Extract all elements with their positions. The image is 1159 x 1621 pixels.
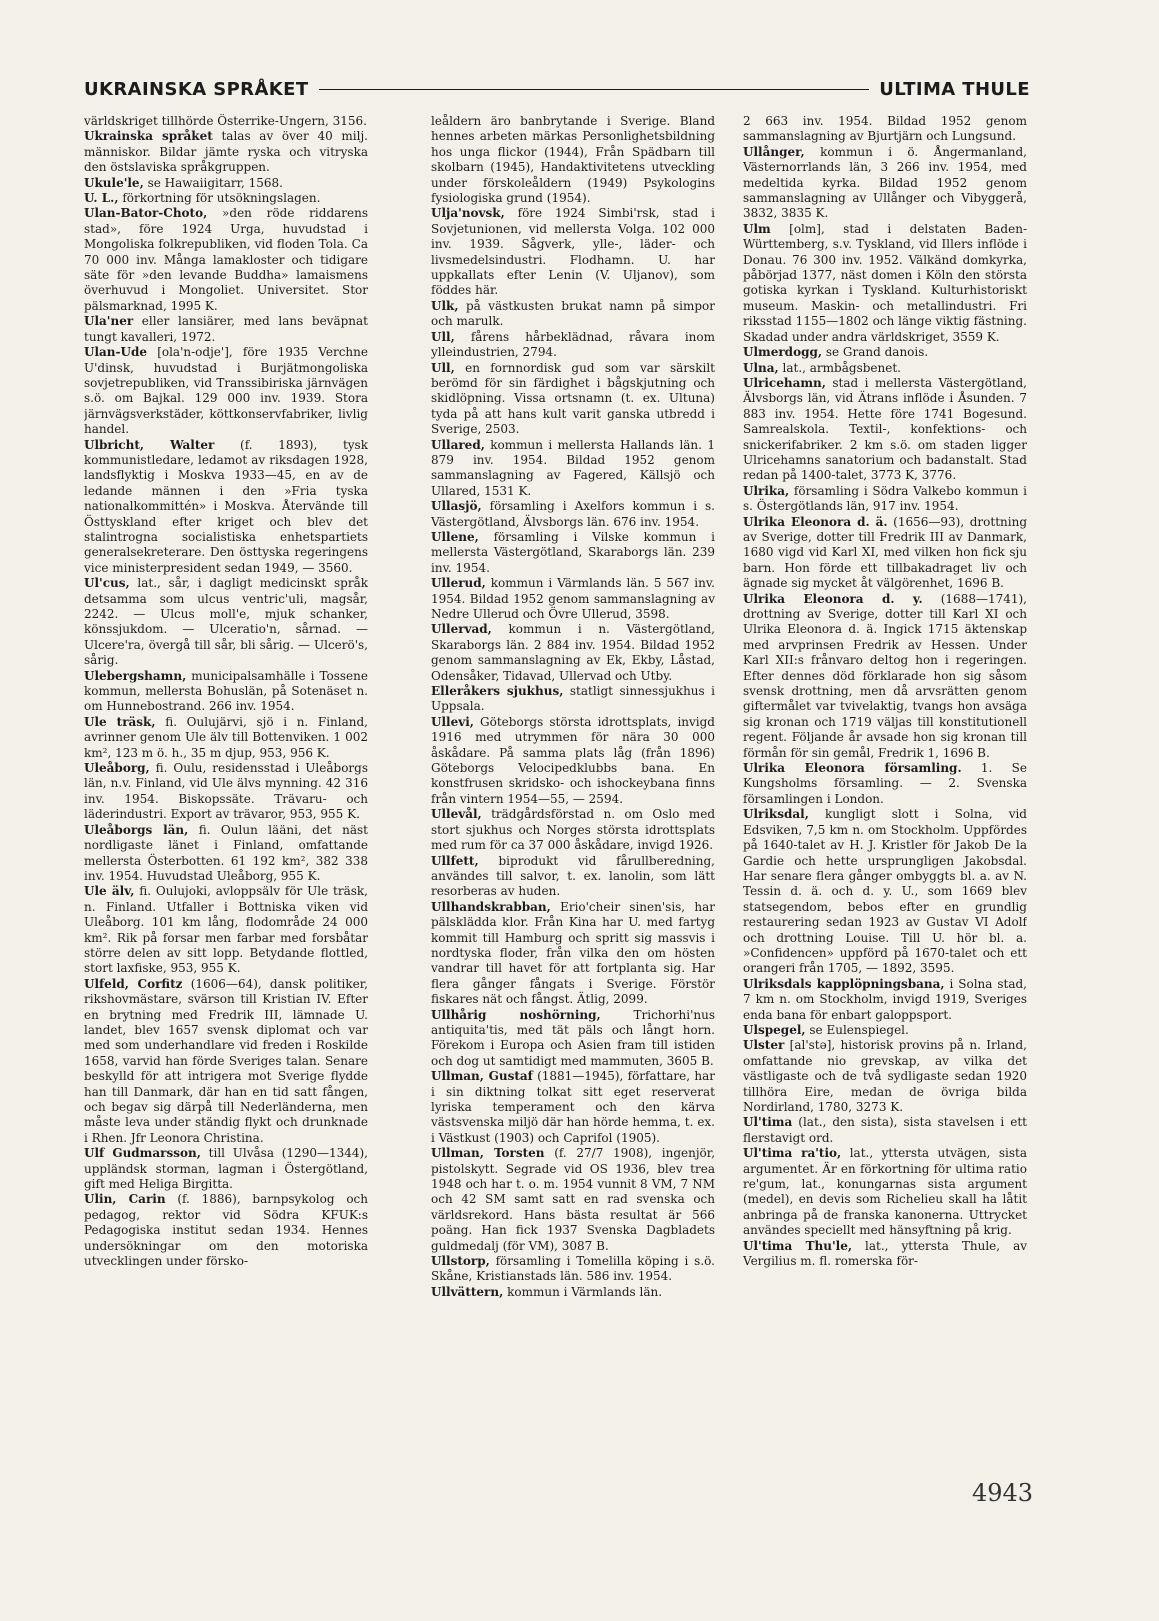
dictionary-entry <box>743 114 1027 145</box>
entry-text: trädgårdsförstad n. om Oslo med stort sjukhus och Norges största idrottsplats med rum för ca 37 000 åskådare, invigd 1926. <box>431 807 715 853</box>
dictionary-entry <box>84 669 368 715</box>
entry-headword: Ulrika, <box>743 483 790 498</box>
entry-text: till Ulvåsa (1290—1344), uppländsk storman, lagman i Östergötland, gift med Heliga Birgitta. <box>84 1146 368 1192</box>
dictionary-entry <box>84 761 368 823</box>
dictionary-entry <box>84 176 368 191</box>
entry-text: fi. Oulujoki, avloppsälv för Ule träsk, n. Finland. Utfaller i Bottniska viken vid Uleåborg. 101 km lång, flodområde 24 000 km². Rik på forsar men farbar med forsbåtar större delen av sitt lopp. Betydande flottled, stort laxfiske, 953, 955 K. <box>84 884 368 976</box>
entry-text: kommun i Värmlands län. <box>503 1284 663 1299</box>
entry-headword: Ullevål, <box>431 807 482 822</box>
entry-headword: Ull, <box>431 329 455 344</box>
entry-headword: Ulja'novsk, <box>431 206 505 221</box>
dictionary-entry <box>743 222 1027 345</box>
entry-text: lat., yttersta utvägen, sista argumentet. Är en förkortning för ultima ratio re'gum, lat., konungarnas sista argument (medel), en devis som Richelieu skall ha låtit anbringa på de franska kanonerna. Uttrycket användes speciellt med hänsyftning på krig. <box>743 1146 1027 1238</box>
entry-headword: Ullfett, <box>431 853 479 868</box>
entry-headword: Ul'tima <box>743 1115 793 1130</box>
dictionary-entry <box>84 114 368 129</box>
dictionary-entry <box>431 1069 715 1146</box>
entry-headword: Ulster <box>743 1038 785 1053</box>
entry-headword: Ull, <box>431 360 455 375</box>
entry-headword: Ulan-Bator-Choto, <box>84 206 208 221</box>
dictionary-entry <box>431 1008 715 1070</box>
entry-headword: Ul'tima ra'tio, <box>743 1146 842 1161</box>
dictionary-entry <box>431 499 715 530</box>
entry-text: (1688—1741), drottning av Sverige, dotter till Karl XI och Ulrika Eleonora d. ä. Ingick 1715 äktenskap med arvprinsen Fredrik av Hessen. Under Karl XII:s frånvaro deltog hon i regeringen. Efter dennes död förklarade hon sig såsom svensk drottning, men då arvsrätten genom giftermålet var tvivelaktig, tvangs hon avsäga sig kronan och 1719 väljas till konstitutionell regent. Följande år avsade hon sig kronan till förmån för sin gemål, Fredrik 1, 1696 B. <box>743 591 1027 760</box>
entry-headword: Ule träsk, <box>84 714 156 729</box>
entry-headword: Ullene, <box>431 529 479 544</box>
dictionary-entry <box>743 1023 1027 1038</box>
entry-text: stad i mellersta Västergötland, Älvsborgs län, vid Ätrans inflöde i Åsunden. 7 883 inv. 1954. Hette före 1741 Bogesund. Samrealskola. Textil-, konfektions- och snickerifabriker. 2 km s.ö. om staden ligger Ulricehamns sanatorium och badanstalt. Stad redan på 1400-talet, 3773 K, 3776. <box>743 375 1027 483</box>
entry-text: lat., sår, i dagligt medicinskt språk detsamma som ulcus ventric'uli, magsår, 2242. — Ulcus moll'e, mjuk schanker, könssjukdom. — Ulceratio'n, sårnad. — Ulcere'ra, övergå till sår, bli sårig. — Ulcerö's, sårig. <box>84 576 368 668</box>
entry-headword: Ulan-Ude <box>84 345 147 360</box>
entry-headword: Ullhårig noshörning, <box>431 1007 601 1022</box>
dictionary-entry <box>431 299 715 330</box>
entry-headword: Ulriksdal, <box>743 807 809 822</box>
dictionary-entry <box>84 129 368 175</box>
dictionary-entry <box>431 206 715 298</box>
entry-headword: Ulmerdogg, <box>743 345 823 360</box>
dictionary-entry <box>84 884 368 976</box>
dictionary-entry <box>431 715 715 807</box>
entry-text: förkortning för utsökningslagen. <box>118 191 321 206</box>
entry-text: 2 663 inv. 1954. Bildad 1952 genom sammanslagning av Bjurtjärn och Lungsund. <box>743 114 1027 144</box>
entry-headword: Ula'ner <box>84 314 134 329</box>
entry-text: församling i Vilske kommun i mellersta Västergötland, Skaraborgs län. 239 inv. 1954. <box>431 529 715 575</box>
entry-headword: Ulf Gudmarsson, <box>84 1146 201 1161</box>
dictionary-entry <box>743 807 1027 976</box>
dictionary-entry <box>743 345 1027 360</box>
dictionary-entry <box>84 438 368 577</box>
entry-text: församling i Södra Valkebo kommun i s. Östergötlands län, 917 inv. 1954. <box>743 483 1027 514</box>
dictionary-entry <box>743 484 1027 515</box>
entry-text: fi. Oulun lääni, det näst nordligaste länet i Finland, omfattande mellersta Österbotten. 61 192 km², 382 338 inv. 1954. Huvudstad Uleåborg, 955 K. <box>84 822 368 883</box>
entry-text: fi. Oulu, residensstad i Uleåborgs län, n.v. Finland, vid Ule älvs mynning. 42 316 inv. 1954. Biskopssäte. Trävaru- och läderindustri. Export av trävaror, 953, 955 K. <box>84 761 368 822</box>
entry-headword: Ullared, <box>431 437 485 452</box>
dictionary-entry <box>84 191 368 206</box>
dictionary-entry <box>84 345 368 437</box>
dictionary-entry <box>743 592 1027 761</box>
entry-headword: Uleåborg, <box>84 761 150 776</box>
dictionary-entry <box>743 145 1027 222</box>
dictionary-entry <box>431 684 715 715</box>
entry-text: (f. 27/7 1908), ingenjör, pistolskytt. Segrade vid OS 1936, blev trea 1948 och har t. o. m. 1954 vunnit 8 VM, 7 NM och 42 SM samt satt en rad svenska och världsrekord. Hans bästa resultat är 566 poäng. Han fick 1937 Svenska Dagbladets guldmedalj (för VM), 3087 B. <box>431 1146 715 1253</box>
entry-text: [olm], stad i delstaten Baden-Württemberg, s.v. Tyskland, vid Illers inflöde i Donau. 76 300 inv. 1952. Välkänd domkyrka, påbörjad 1377, näst domen i Köln den största gotiska kyrkan i Tyskland. Kulturhistoriskt museum. Maskin- och metallindustri. Fri riksstad 1155—1802 och länge viktig fästning. Skadad under andra världskriget, 3559 K. <box>743 221 1027 344</box>
dictionary-entry <box>431 576 715 622</box>
entry-text: (f. 1893), tysk kommunistledare, ledamot av riksdagen 1928, landsflyktig i Moskva 1933—45, en av de ledande männen i den »Fria tyska nationalkommittén» i Moskva. Återvände till Östtyskland efter kriget och blev det stalintrogna socialistiska enhetspartiets generalsekreterare. Den östtyska regeringens vice ministerpresident sedan 1949, — 3560. <box>84 437 368 575</box>
dictionary-entry <box>431 807 715 853</box>
entry-text: eller lansiärer, med lans beväpnat tungt kavalleri, 1972. <box>84 314 368 344</box>
entry-text: municipalsamhälle i Tossene kommun, mellersta Bohuslän, på Sotenäset n. om Hunnebostrand. 266 inv. 1954. <box>84 668 368 714</box>
dictionary-entry <box>84 977 368 1146</box>
entry-headword: Ulk, <box>431 298 459 313</box>
entry-text: kommun i n. Västergötland, Skaraborgs län. 2 884 inv. 1954. Bildad 1952 genom sammanslagning av Ek, Ekby, Låstad, Odensåker, Tidavad, Ullervad och Utby. <box>431 622 715 683</box>
entry-headword: Ullervad, <box>431 622 492 637</box>
entry-headword: Ulricehamn, <box>743 375 826 390</box>
entry-headword: Ullvättern, <box>431 1284 504 1299</box>
entry-headword: Ullasjö, <box>431 499 482 514</box>
dictionary-entry <box>743 361 1027 376</box>
entry-headword: Ukule'le, <box>84 175 144 190</box>
entry-text: Göteborgs största idrottsplats, invigd 1916 med utrymmen för nära 30 000 åskådare. På samma plats låg (från 1896) Göteborgs Velocipedklubbs bana. En konstfrusen skridsko- och ishockeybana finns från vintern 1954—55, — 2594. <box>431 714 715 806</box>
entry-headword: Ulrika Eleonora d. y. <box>743 591 923 606</box>
entry-text: leåldern äro banbrytande i Sverige. Bland hennes arbeten märkas Personlighetsbildning hos unga flickor (1944), Från Spädbarn till skolbarn (1945), Handaktivitetens utveckling under förskoleåldern (1949) Psykologins fysiologiska grund (1954). <box>431 114 715 206</box>
dictionary-entry <box>84 1192 368 1269</box>
dictionary-entry <box>431 438 715 500</box>
running-head-right: ULTIMA THULE <box>879 78 1030 100</box>
entry-headword: Ulbricht, Walter <box>84 437 215 452</box>
dictionary-entry <box>431 1254 715 1285</box>
entry-text: 1. Se Kungsholms församling. — 2. Svenska församlingen i London. <box>743 761 1027 806</box>
entry-headword: Ukrainska språket <box>84 129 213 144</box>
entry-text: se Grand danois. <box>822 345 929 360</box>
entry-headword: Ulrika Eleonora församling. <box>743 761 962 776</box>
dictionary-entry <box>743 1115 1027 1146</box>
dictionary-entry <box>431 114 715 206</box>
entry-text: kungligt slott i Solna, vid Edsviken, 7,5 km n. om Stockholm. Uppfördes på 1640-talet av H. J. Kristler för Jakob De la Gardie och hette ursprungligen Jakobsdal. Har senare flera gånger ombyggts bl. a. av N. Tessin d. ä. och d. y. U., som 1669 blev statsegendom, bebos efter en grundlig restaurering sedan 1923 av Gustav VI Adolf och drottning Louise. Till U. hör bl. a. »Confidencen» uppförd på 1670-talet och ett orangeri från 1705, — 1892, 3595. <box>743 807 1027 976</box>
entry-text: församling i Axelfors kommun i s. Västergötland, Älvsborgs län. 676 inv. 1954. <box>431 499 715 529</box>
dictionary-entry <box>431 1285 715 1300</box>
dictionary-entry <box>84 823 368 885</box>
column-2 <box>431 114 715 1464</box>
entry-headword: Ulna, <box>743 360 779 375</box>
entry-text: »den röde riddarens stad», före 1924 Urga, huvudstad i Mongoliska folkrepubliken, vid floden Tola. Ca 70 000 inv. Många lamakloster och tidigare säte för »den levande Buddha» lamaismens överhuvud i Mongoliet. Universitet. Stor pälsmarknad, 1995 K. <box>84 206 368 313</box>
entry-text: statligt sinnessjukhus i Uppsala. <box>431 684 715 714</box>
entry-headword: Ullevi, <box>431 714 474 729</box>
entry-text: (1656—93), drottning av Sverige, dotter till Fredrik III av Danmark, 1680 vigd vid Karl XI, med vilken hon fick sju barn. Hon förde ett tillbakadraget liv och ägnade sig mycket åt välgörenhet, 1696 B. <box>743 514 1027 591</box>
dictionary-entry <box>431 361 715 438</box>
entry-text: på västkusten brukat namn på simpor och marulk. <box>431 298 715 329</box>
entry-headword: Ul'tima Thu'le, <box>743 1238 853 1253</box>
dictionary-entry <box>84 314 368 345</box>
entry-text: se Eulenspiegel. <box>805 1022 909 1037</box>
dictionary-entry <box>743 1239 1027 1270</box>
dictionary-entry <box>84 715 368 761</box>
running-head-left: UKRAINSKA SPRÅKET <box>84 78 309 100</box>
entry-headword: Ule älv, <box>84 884 135 899</box>
entry-headword: Ullhandskrabban, <box>431 899 551 914</box>
entry-headword: Ul'cus, <box>84 576 130 591</box>
dictionary-entry <box>743 376 1027 484</box>
entry-text: före 1924 Simbi'rsk, stad i Sovjetunionen, vid mellersta Volga. 102 000 inv. 1939. Sågverk, ylle-, läder- och livsmedelsindustri. Flodhamn. U. har uppkallats efter Lenin (V. Uljanov), som föddes här. <box>431 206 715 298</box>
entry-text: [al'stə], historisk provins på n. Irland, omfattande nio grevskap, av vilka det västligaste och de två sydligaste sedan 1920 tillhöra Eire, medan de övriga bilda Nordirland, 1780, 3273 K. <box>743 1038 1027 1114</box>
entry-text: (f. 1886), barnpsykolog och pedagog, rektor vid Södra KFUK:s Pedagogiska institut sedan 1934. Hennes undersökningar om den motoriska utvecklingen under försko- <box>84 1192 368 1269</box>
entry-text: lat., yttersta Thule, av Vergilius m. fl. romerska för- <box>743 1238 1027 1269</box>
entry-headword: U. L., <box>84 191 119 206</box>
dictionary-entry <box>743 977 1027 1023</box>
dictionary-entry <box>431 330 715 361</box>
entry-text: Erio'cheir sinen'sis, har pälsklädda klor. Från Kina har U. med fartyg kommit till Hamburg och spritt sig massvis i nordtyska floder, från vilka den om hösten vandrar till havet för att fortplanta sig. Har flera gånger fångats i Sverige. Förstör fiskares nät och fångst. Ätlig, 2099. <box>431 899 715 1007</box>
entry-text: en fornnordisk gud som var särskilt berömd för sin färdighet i bågskjutning och skidlöpning. Vissa ortsnamn (t. ex. Ultuna) tyda på att hans kult varit ganska utbredd i Sverige, 2503. <box>431 360 715 437</box>
entry-text: talas av över 40 milj. människor. Bildar jämte ryska och vitryska den östslaviska språkgruppen. <box>84 129 368 175</box>
entry-text: kommun i ö. Ångermanland, Västernorrlands län, 3 266 inv. 1954, med medeltida kyrka. Bildad 1952 genom sammanslagning av Ullånger och Vibyggerå, 3832, 3835 K. <box>743 144 1027 221</box>
column-1 <box>84 114 368 1464</box>
entry-headword: Ulm <box>743 221 771 236</box>
running-head <box>84 76 1030 102</box>
entry-headword: Ullman, Gustaf <box>431 1069 533 1084</box>
entry-headword: Ulriksdals kapplöpningsbana, <box>743 976 945 991</box>
entry-headword: Ullånger, <box>743 144 805 159</box>
dictionary-entry <box>743 1038 1027 1115</box>
dictionary-entry <box>743 761 1027 807</box>
dictionary-entry <box>431 1146 715 1254</box>
entry-headword: Ullman, Torsten <box>431 1146 545 1161</box>
entry-text: kommun i Värmlands län. 5 567 inv. 1954. Bildad 1952 genom sammanslagning av Nedre Ullerud och Övre Ullerud, 3598. <box>431 576 715 621</box>
entry-headword: Ulebergshamn, <box>84 668 187 683</box>
entry-text: församling i Tomelilla köping i s.ö. Skåne, Kristianstads län. 586 inv. 1954. <box>431 1254 715 1284</box>
entry-text: lat., armbågsbenet. <box>778 360 901 375</box>
entry-text: (1606—64), dansk politiker, rikshovmästare, svärson till Kristian IV. Efter en brytning med Fredrik III, lämnade U. landet, blev 1657 svensk diplomat och var med som underhandlare vid freden i Roskilde 1658, varvid han förde Sveriges talan. Senare beskylld för att intrigera mot Sverige flydde han till Danmark, där han en tid satt fången, och begav sig därpå till Nederländerna, men måste leva under ständig flykt och drunknade i Rhen. Jfr Leonora Christina. <box>84 976 368 1145</box>
dictionary-entry <box>431 900 715 1008</box>
entry-text: fårens hårbeklädnad, råvara inom ylleindustrien, 2794. <box>431 329 715 360</box>
entry-headword: Ulspegel, <box>743 1022 806 1037</box>
entry-headword: Ulrika Eleonora d. ä. <box>743 514 888 529</box>
entry-headword: Ulfeld, Corfitz <box>84 976 183 991</box>
entry-headword: Ullerud, <box>431 576 486 591</box>
dictionary-entry <box>743 1146 1027 1238</box>
entry-headword: Elleråkers sjukhus, <box>431 684 564 699</box>
column-3 <box>743 114 1027 1464</box>
entry-headword: Ulin, Carin <box>84 1192 166 1207</box>
entry-text: kommun i mellersta Hallands län. 1 879 inv. 1954. Bildad 1952 genom sammanslagning av Fagered, Källsjö och Ullared, 1531 K. <box>431 437 715 498</box>
dictionary-entry <box>431 530 715 576</box>
page-number: 4943 <box>972 1479 1034 1507</box>
entry-text: [ola'n-odje'], före 1935 Verchne U'dinsk, huvudstad i Burjätmongoliska sovjetrepubliken, vid Transsibiriska järnvägen s.ö. om Bajkal. 129 000 inv. 1939. Stora järnvägsverkstäder, köttkonservfabriker, livlig handel. <box>84 345 368 437</box>
entry-text: i Solna stad, 7 km n. om Stockholm, invigd 1919, Sveriges enda bana för enbart galoppsport. <box>743 976 1027 1022</box>
entry-text: (1881—1945), författare, har i sin diktning tolkat sitt eget reserverat lyriska temperament och den kärva västsvenska miljö där han hörde hemma, t. ex. i Västkust (1903) och Caprifol (1905). <box>431 1069 715 1145</box>
header-rule <box>319 89 870 90</box>
dictionary-entry <box>431 854 715 900</box>
entry-text: (lat., den sista), sista stavelsen i ett flerstavigt ord. <box>743 1115 1027 1145</box>
dictionary-entry <box>84 1146 368 1192</box>
dictionary-entry <box>84 576 368 668</box>
dictionary-entry <box>84 206 368 314</box>
entry-text: se Hawaiigitarr, 1568. <box>143 175 283 190</box>
entry-headword: Ullstorp, <box>431 1254 490 1269</box>
dictionary-entry <box>431 622 715 684</box>
entry-text: biprodukt vid fårullberedning, användes till salvor, t. ex. lanolin, som lätt resorberas av huden. <box>431 853 715 899</box>
dictionary-entry <box>743 515 1027 592</box>
entry-text: världskriget tillhörde Österrike-Ungern, 3156. <box>84 114 367 128</box>
entry-headword: Uleåborgs län, <box>84 822 189 837</box>
entry-text: fi. Oulujärvi, sjö i n. Finland, avrinner genom Ule älv till Bottenviken. 1 002 km², 123 m ö. h., 35 m djup, 953, 956 K. <box>84 714 368 760</box>
entry-text: Trichorhi'nus antiquita'tis, med tät päls och långt horn. Förekom i Europa och Asien fram till istiden och dog ut samtidigt med mammuten, 3605 B. <box>431 1007 715 1068</box>
